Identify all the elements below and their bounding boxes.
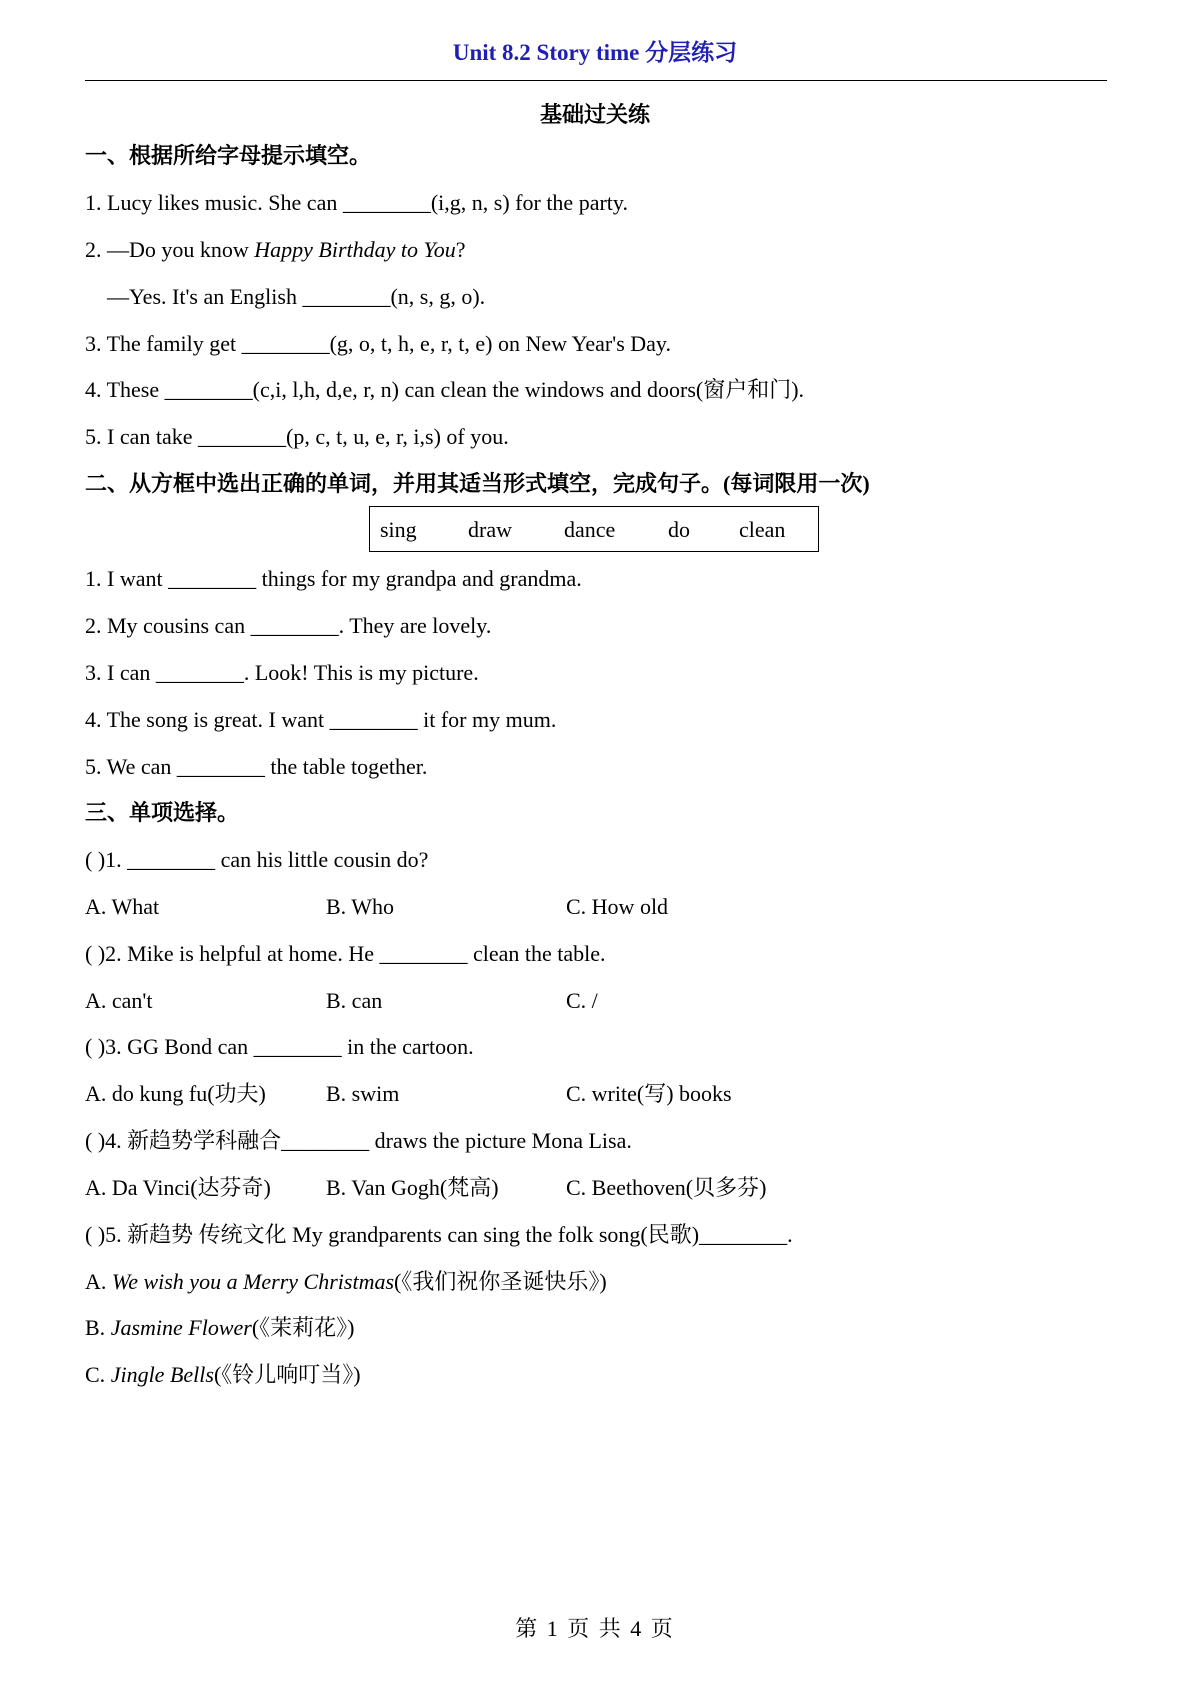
section1-question-1: 1. Lucy likes music. She can ________(i,g, n, s) for the party.	[85, 190, 628, 215]
section2-question-3: 3. I can ________. Look! This is my picture.	[85, 660, 479, 685]
section3-question-5: ( )5. 新趋势 传统文化 My grandparents can sing the folk song(民歌)________.	[85, 1222, 793, 1247]
page-footer: 第 1 页 共 4 页	[515, 1616, 675, 1641]
header-divider	[85, 80, 1107, 81]
q5-option-b	[85, 1317, 355, 1339]
section2-heading: 二、从方框中选出正确的单词，并用其适当形式填空，完成句子。(每词限用一次)	[85, 471, 870, 496]
q1-option-b: B. Who	[326, 894, 395, 919]
section3-question-2: ( )2. Mike is helpful at home. He ________ clean the table.	[85, 941, 606, 966]
word-bank-word: draw	[468, 517, 512, 542]
level-title: 基础过关练	[539, 102, 650, 127]
word-bank-word: sing	[380, 517, 417, 542]
q1-option-c: C. How old	[566, 894, 669, 919]
section2-question-5: 5. We can ________ the table together.	[85, 754, 428, 779]
q5-option-a-title: We wish you a Merry Christmas	[111, 1269, 395, 1294]
q5-option-a	[85, 1271, 607, 1293]
q2-song-title: Happy Birthday to You	[254, 237, 456, 262]
section1-question-3: 3. The family get ________(g, o, t, h, e, r, t, e) on New Year's Day.	[85, 331, 671, 356]
q5-option-b-label: B.	[85, 1315, 111, 1340]
q4-option-b: B. Van Gogh(梵高)	[326, 1175, 499, 1200]
q5-option-c	[85, 1364, 361, 1386]
q3-option-a: A. do kung fu(功夫)	[85, 1081, 266, 1106]
q2-prefix: 2. —Do you know	[85, 237, 255, 262]
section1-question-5: 5. I can take ________(p, c, t, u, e, r, i,s) of you.	[85, 424, 509, 449]
section1-question-2-answer: —Yes. It's an English ________(n, s, g, o).	[107, 284, 486, 309]
q2-option-a: A. can't	[85, 988, 153, 1013]
word-bank-word: clean	[739, 517, 786, 542]
section3-question-1: ( )1. ________ can his little cousin do?	[85, 847, 429, 872]
section3-heading: 三、单项选择。	[85, 800, 240, 825]
q4-option-c: C. Beethoven(贝多芬)	[566, 1175, 767, 1200]
q5-option-c-label: C.	[85, 1362, 111, 1387]
section1-question-4: 4. These ________(c,i, l,h, d,e, r, n) can clean the windows and doors(窗户和门).	[85, 377, 805, 402]
word-bank-word: dance	[564, 517, 616, 542]
q5-option-b-chinese: (《茉莉花》)	[251, 1315, 355, 1340]
section1-heading: 一、根据所给字母提示填空。	[85, 143, 372, 168]
word-bank-box	[369, 506, 819, 552]
section3-question-4: ( )4. 新趋势学科融合________ draws the picture Mona Lisa.	[85, 1128, 632, 1153]
section2-question-1: 1. I want ________ things for my grandpa and grandma.	[85, 566, 582, 591]
q2-option-c: C. /	[566, 988, 598, 1013]
q5-option-a-chinese: (《我们祝你圣诞快乐》)	[394, 1269, 607, 1294]
q5-option-c-title: Jingle Bells	[110, 1362, 214, 1387]
q2-option-b: B. can	[326, 988, 383, 1013]
section3-question-3: ( )3. GG Bond can ________ in the cartoon.	[85, 1034, 474, 1059]
q2-suffix: ?	[455, 237, 466, 262]
q4-option-a: A. Da Vinci(达芬奇)	[85, 1175, 271, 1200]
section2-question-2: 2. My cousins can ________. They are lovely.	[85, 613, 492, 638]
document-title: Unit 8.2 Story time 分层练习	[452, 40, 738, 65]
word-bank-word: do	[668, 517, 690, 542]
section2-question-4: 4. The song is great. I want ________ it for my mum.	[85, 707, 557, 732]
q5-option-c-chinese: (《铃儿响叮当》)	[213, 1362, 361, 1387]
q3-option-b: B. swim	[326, 1081, 400, 1106]
q5-option-b-title: Jasmine Flower	[110, 1315, 252, 1340]
section1-question-2	[85, 239, 466, 261]
q5-option-a-label: A.	[85, 1269, 112, 1294]
q1-option-a: A. What	[85, 894, 160, 919]
q3-option-c: C. write(写) books	[566, 1081, 732, 1106]
